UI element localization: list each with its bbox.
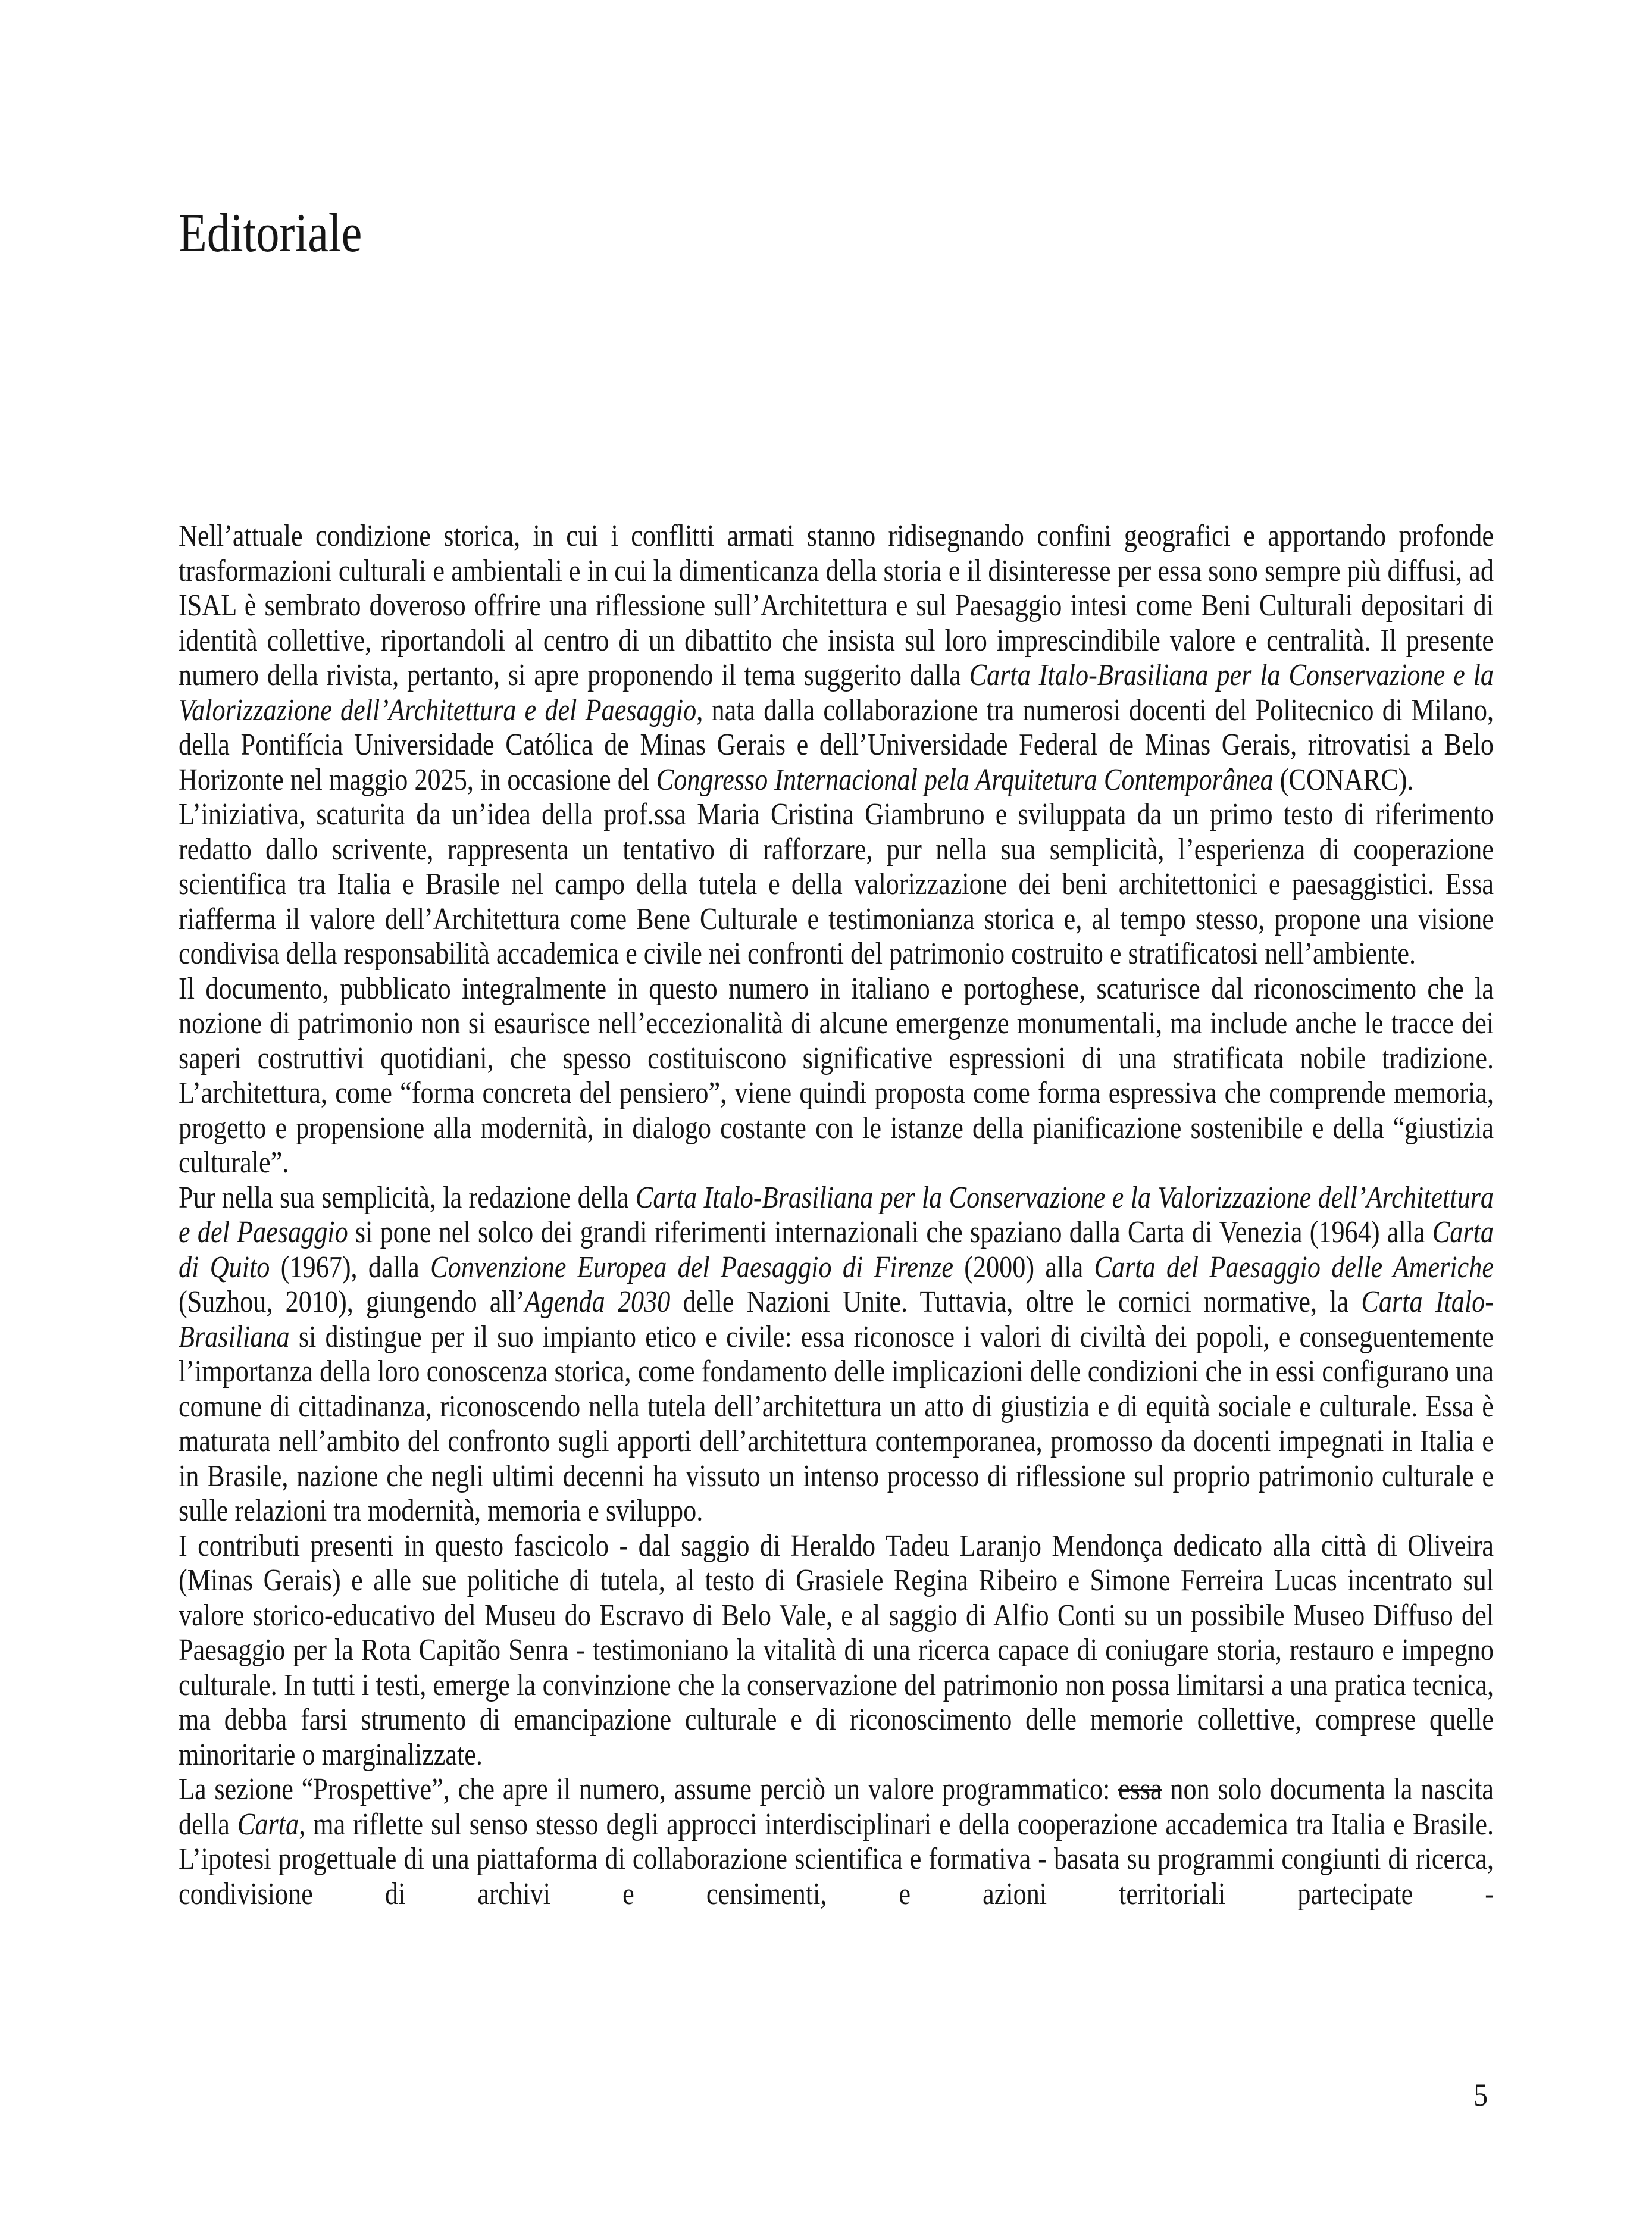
text-run: si pone nel solco dei grandi riferimenti internazionali che spaziano dalla Carta di Venezia (1964) alla bbox=[348, 1215, 1432, 1249]
paragraph bbox=[179, 1772, 1494, 1912]
italic-run: Carta di Quito bbox=[179, 1215, 1494, 1284]
text-run: L’iniziativa, scaturita da un’idea della prof.ssa Maria Cristina Giambruno e sviluppata da un primo testo di riferimento redatto dallo scrivente, rappresenta un tentativo di rafforzare, pur nella sua semplicità, l’esperienza di cooperazione scientifica tra Italia e Brasile nel campo della tutela e della valorizzazione dei beni architettonici e paesaggistici. Essa riafferma il valore dell’Architettura come Bene Culturale e testimonianza storica e, al tempo stesso, propone una visione condivisa della responsabilità accademica e civile nei confronti del patrimonio costruito e stratificatosi nell’ambiente. bbox=[179, 798, 1494, 971]
text-run: (Suzhou, 2010), giungendo all’ bbox=[179, 1285, 525, 1319]
text-run: Il documento, pubblicato integralmente in questo numero in italiano e portoghese, scaturisce dal riconoscimento che la nozione di patrimonio non si esaurisce nell’eccezionalità di alcune emergenze monumentali, ma include anche le tracce dei saperi costruttivi quotidiani, che spesso costituiscono significative espressioni di una stratificata nobile tradizione. L’architettura, come “forma concreta del pensiero”, viene quindi proposta come forma espressiva che comprende memoria, progetto e propensione alla modernità, in dialogo costante con le istanze della pianificazione sostenibile e della “giustizia culturale”. bbox=[179, 971, 1494, 1180]
italic-run: Agenda 2030 bbox=[524, 1285, 671, 1319]
italic-run: Carta Italo-Brasiliana per la Conservazione e la Valorizzazione dell’Architettura e del Paesaggio bbox=[179, 1180, 1494, 1249]
text-run: (2000) alla bbox=[953, 1250, 1094, 1284]
italic-run: Carta del Paesaggio delle Americhe bbox=[1094, 1250, 1494, 1284]
paragraph bbox=[179, 798, 1494, 972]
text-run: Pur nella sua semplicità, la redazione della bbox=[179, 1180, 636, 1215]
text-run: non solo documenta la nascita della bbox=[179, 1772, 1494, 1841]
italic-run: Convenzione Europea del Paesaggio di Firenze bbox=[430, 1250, 953, 1284]
paragraph bbox=[179, 1529, 1494, 1773]
text-run: Nell’attuale condizione storica, in cui i conflitti armati stanno ridisegnando confini geografici e apportando profonde trasformazioni culturali e ambientali e in cui la dimenticanza della storia e il disinteresse per essa sono sempre più diffusi, ad ISAL è sembrato doveroso offrire una riflessione sull’Architettura e sul Paesaggio intesi come Beni Culturali depositari di identità collettive, riportandoli al centro di un dibattito che insista sul loro imprescindibile valore e centralità. Il presente numero della rivista, pertanto, si apre proponendo il tema suggerito dalla bbox=[179, 519, 1494, 692]
text-run: La sezione “Prospettive”, che apre il numero, assume perciò un valore programmatico: bbox=[179, 1772, 1119, 1806]
paragraph bbox=[179, 519, 1494, 798]
text-run: (CONARC). bbox=[1273, 762, 1414, 797]
italic-run: Carta Italo-Brasiliana bbox=[179, 1285, 1494, 1354]
page-title: Editoriale bbox=[179, 202, 362, 263]
italic-run: Carta Italo-Brasiliana per la Conservazione e la Valorizzazione dell’Architettura e del Paesaggio bbox=[179, 658, 1494, 727]
text-run: delle Nazioni Unite. Tuttavia, oltre le cornici normative, la bbox=[670, 1285, 1362, 1319]
text-run: , nata dalla collaborazione tra numerosi docenti del Politecnico di Milano, della Pontifícia Universidade Católica de Minas Gerais e dell’Universidade Federal de Minas Gerais, ritrovatisi a Belo Horizonte nel maggio 2025, in occasione del bbox=[179, 693, 1494, 797]
text-run: I contributi presenti in questo fascicolo - dal saggio di Heraldo Tadeu Laranjo Mendonça dedicato alla città di Oliveira (Minas Gerais) e alle sue politiche di tutela, al testo di Grasiele Regina Ribeiro e Simone Ferreira Lucas incentrato sul valore storico-educativo del Museu do Escravo di Belo Vale, e al saggio di Alfio Conti su un possibile Museo Diffuso del Paesaggio per la Rota Capitão Senra - testimoniano la vitalità di una ricerca capace di coniugare storia, restauro e impegno culturale. In tutti i testi, emerge la convinzione che la conservazione del patrimonio non possa limitarsi a una pratica tecnica, ma debba farsi strumento di emancipazione culturale e di riconoscimento delle memorie collettive, comprese quelle minoritarie o marginalizzate. bbox=[179, 1528, 1494, 1772]
article-body bbox=[179, 519, 1494, 1912]
text-run: si distingue per il suo impianto etico e civile: essa riconosce i valori di civiltà dei popoli, e conseguentemente l’importanza della loro conoscenza storica, come fondamento delle implicazioni delle condizioni che in essi configurano una comune di cittadinanza, riconoscendo nella tutela dell’architettura un atto di giustizia e di equità sociale e culturale. Essa è maturata nell’ambito del confronto sugli apporti dell’architettura contemporanea, promosso da docenti impegnati in Italia e in Brasile, nazione che negli ultimi decenni ha vissuto un intenso processo di riflessione sul proprio patrimonio culturale e sulle relazioni tra modernità, memoria e sviluppo. bbox=[179, 1319, 1494, 1528]
italic-run: Carta bbox=[237, 1807, 299, 1841]
text-run: (1967), dalla bbox=[270, 1250, 431, 1284]
paragraph bbox=[179, 1181, 1494, 1529]
paragraph bbox=[179, 972, 1494, 1181]
text-run: , ma riflette sul senso stesso degli approcci interdisciplinari e della cooperazione accademica tra Italia e Brasile. L’ipotesi progettuale di una piattaforma di collaborazione scientifica e formativa - basata su programmi congiunti di ricerca, condivisione di archivi e censimenti, e azioni territoriali partecipate - bbox=[179, 1807, 1494, 1911]
page-number: 5 bbox=[1473, 2077, 1488, 2113]
italic-run: Congresso Internacional pela Arquitetura Contemporânea bbox=[656, 762, 1274, 797]
struck-text: essa bbox=[1118, 1772, 1162, 1806]
